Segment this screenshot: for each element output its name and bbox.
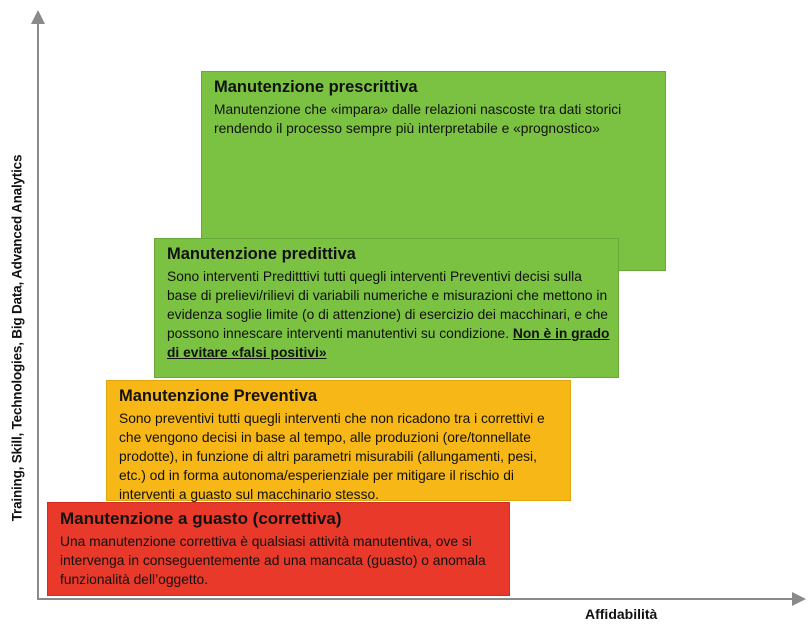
- box-title: Manutenzione Preventiva: [119, 387, 318, 405]
- box-description: Sono preventivi tutti quegli interventi che non ricadono tra i correttivi e che vengono decisi in base al tempo, alle produzioni (ore/tonnellate prodotte), in funzione di altri parametri misurabili (allungamenti, pesi, etc.) od in forma autonoma/esperienziale per mitigare il rischio di interventi a guasto sul macchinario stesso.: [119, 411, 545, 502]
- y-axis-arrow: [31, 10, 45, 24]
- box-emphasis-text: Non è in grado di evitare «falsi positivi»: [167, 326, 610, 360]
- x-axis-line: [37, 598, 795, 600]
- box-description: Una manutenzione correttiva è qualsiasi attività manutentiva, ove si intervenga in conseguentemente ad una mancata (guasto) o anomala funzionalità dell’oggetto.: [60, 534, 486, 587]
- box-title: Manutenzione a guasto (correttiva): [60, 509, 342, 528]
- box-title: Manutenzione prescrittiva: [214, 78, 418, 96]
- y-axis-label: Training, Skill, Technologies, Big Data, Advanced Analytics: [9, 154, 25, 522]
- box-corrective-maintenance: [47, 502, 510, 596]
- y-axis-line: [37, 22, 39, 600]
- box-title: Manutenzione predittiva: [167, 245, 356, 263]
- box-description-text: Sono interventi Preditttivi tutti quegli interventi Preventivi decisi sulla base di prelievi/rilievi di variabili numeriche e misurazioni che mettono in evidenza soglie limite (o di attenzione) di esercizio dei macchinari, e che possono innescare interventi manutentivi su condizione.: [167, 269, 608, 341]
- box-preventive-maintenance: [106, 380, 571, 501]
- box-description: Manutenzione che «impara» dalle relazioni nascoste tra dati storici rendendo il processo sempre più interpretabile e «prognostico»: [214, 102, 622, 136]
- x-axis-label: Affidabilità: [585, 606, 658, 622]
- box-description: [167, 267, 610, 362]
- x-axis-arrow: [792, 592, 806, 606]
- box-predictive-maintenance: [154, 238, 619, 378]
